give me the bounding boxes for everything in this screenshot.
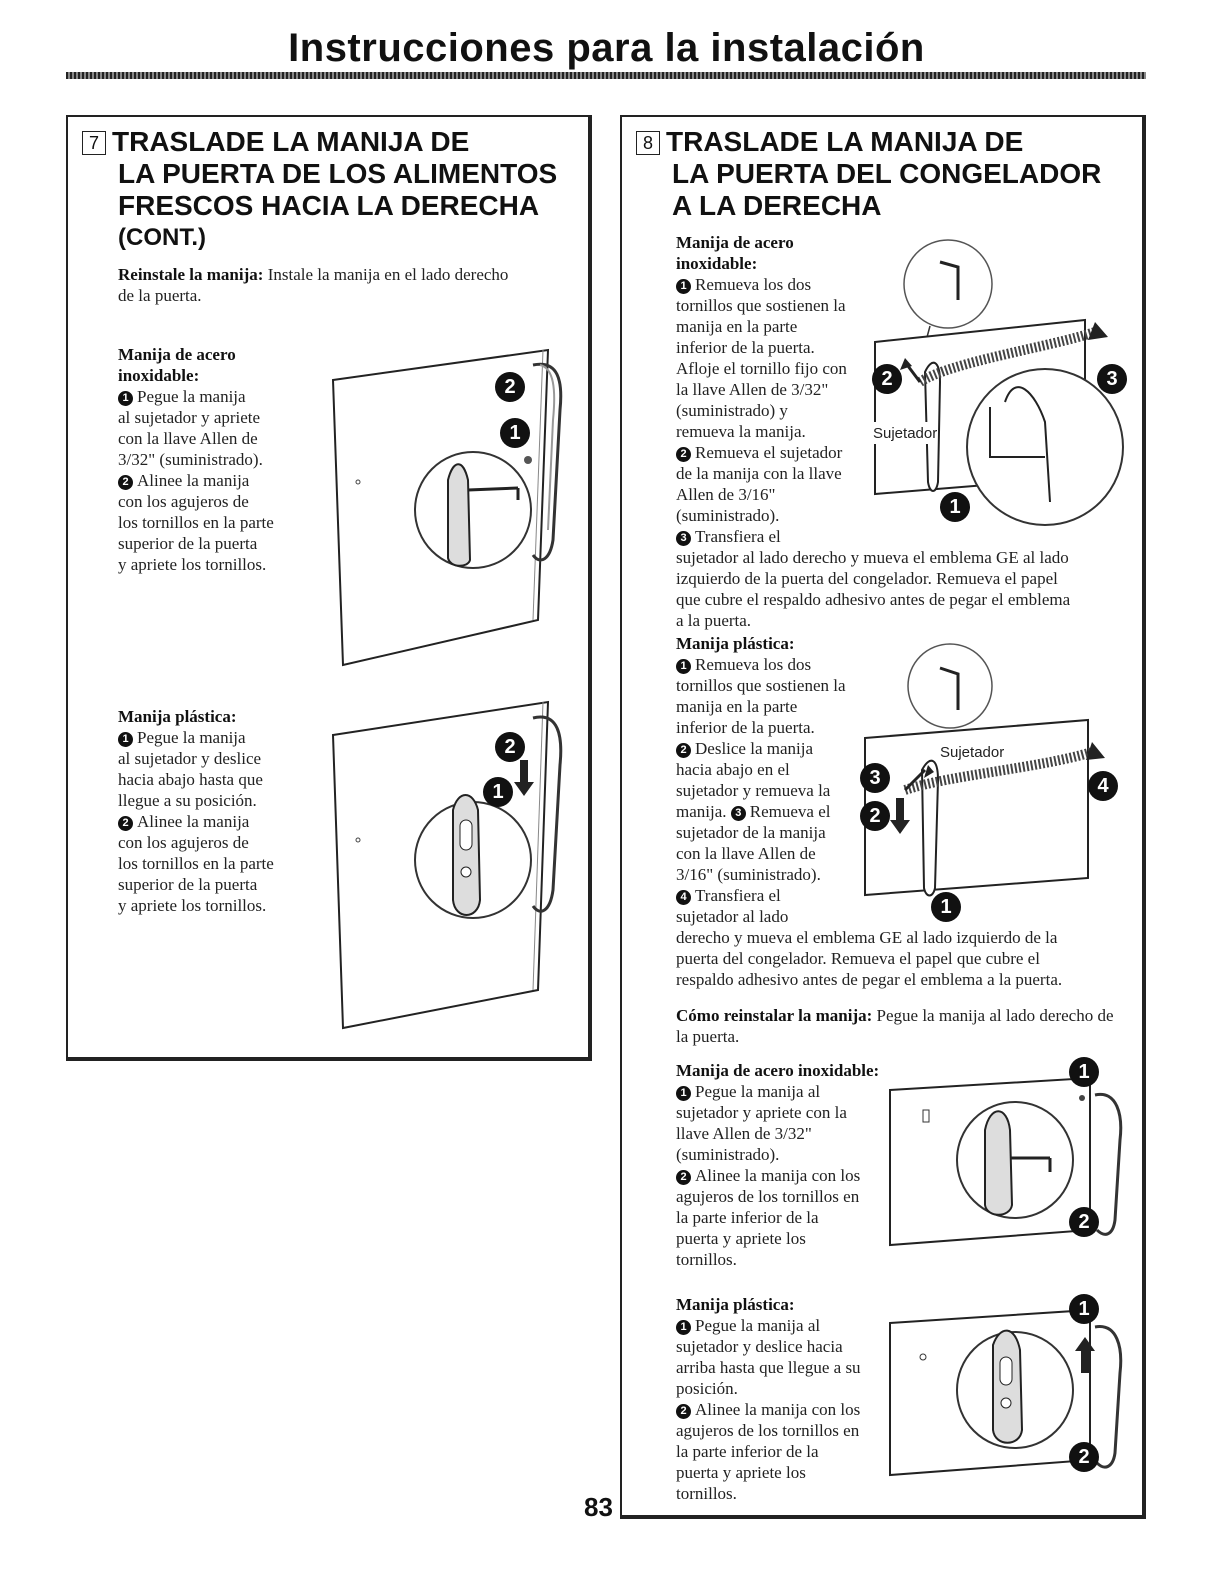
step-two-badge: 2 xyxy=(676,447,691,462)
text-line: con los agujeros de xyxy=(118,492,249,511)
text-line: Remueva los dos xyxy=(695,275,812,294)
left-intro xyxy=(118,264,528,306)
text-line: (suministrado) y xyxy=(676,401,788,420)
left-plastic-text xyxy=(118,706,328,916)
text-line: sujetador y deslice hacia xyxy=(676,1337,843,1356)
text-line: Alinee la manija xyxy=(137,812,250,831)
text-line: sujetador y apriete con la xyxy=(676,1103,847,1122)
text-line: manija. xyxy=(676,802,727,821)
text-line: Remueva el xyxy=(749,802,831,821)
text-line: sujetador y remueva la xyxy=(676,781,831,800)
left-heading xyxy=(82,126,557,254)
text-line: manija en la parte xyxy=(676,697,798,716)
text-line: hacia abajo en el xyxy=(676,760,790,779)
steel-title: Manija de acero xyxy=(676,233,794,252)
step-one-badge: 1 xyxy=(118,732,133,747)
text-line: los tornillos en la parte xyxy=(118,513,274,532)
heading-line: LA PUERTA DE LOS ALIMENTOS xyxy=(118,158,558,189)
text-line: inferior de la puerta. xyxy=(676,718,815,737)
text-line: arriba hasta que llegue a su xyxy=(676,1358,861,1377)
step-two-badge: 2 xyxy=(495,372,525,402)
step-two-badge: 2 xyxy=(118,475,133,490)
text-line: Pegue la manija xyxy=(137,728,246,747)
text-line: la parte inferior de la xyxy=(676,1208,819,1227)
text-line: sujetador al lado xyxy=(676,907,789,926)
text-line: de la manija con la llave xyxy=(676,464,842,483)
step-three-badge: 3 xyxy=(1097,364,1127,394)
step-two-badge: 2 xyxy=(676,1404,691,1419)
reinstall-bold: Cómo reinstalar la manija: xyxy=(676,1006,873,1025)
step-one-badge: 1 xyxy=(931,892,961,922)
heading-line: LA PUERTA DEL CONGELADOR xyxy=(672,158,1102,189)
text-line: Pegue la manija al xyxy=(695,1082,821,1101)
text-line: la parte inferior de la xyxy=(676,1442,819,1461)
steel-title: Manija de acero xyxy=(118,345,236,364)
text-line: Transfiera el xyxy=(695,527,781,546)
step-one-badge: 1 xyxy=(483,777,513,807)
text-line: posición. xyxy=(676,1379,738,1398)
text-line: y apriete los tornillos. xyxy=(118,896,267,915)
steel-title: Manija de acero inoxidable: xyxy=(676,1061,880,1080)
text-line: con la llave Allen de xyxy=(676,844,816,863)
text-line: Allen de 3/16" xyxy=(676,485,776,504)
text-line: llave Allen de 3/32" xyxy=(676,1124,812,1143)
text-line: derecho y mueva el emblema GE al lado izquierdo de la xyxy=(676,928,1058,947)
text-line: puerta del congelador. Remueva el papel que cubre el xyxy=(676,949,1040,968)
intro-bold: Reinstale la manija: xyxy=(118,265,264,284)
step-two-badge: 2 xyxy=(1069,1442,1099,1472)
text-line: Alinee la manija con los xyxy=(695,1166,861,1185)
text-line: tornillos. xyxy=(676,1484,737,1503)
text-line: respaldo adhesivo antes de pegar el emblema a la puerta. xyxy=(676,970,1063,989)
text-line: Remueva el sujetador xyxy=(695,443,843,462)
step-one-badge: 1 xyxy=(940,492,970,522)
step-three-badge: 3 xyxy=(676,531,691,546)
text-line: Pegue la manija al xyxy=(695,1316,821,1335)
step-two-badge: 2 xyxy=(1069,1207,1099,1237)
text-line: con la llave Allen de xyxy=(118,429,258,448)
freezer-handle-figure xyxy=(870,232,1135,547)
step-four-badge: 4 xyxy=(676,890,691,905)
text-line: superior de la puerta xyxy=(118,534,258,553)
heading-line: FRESCOS HACIA LA DERECHA xyxy=(118,190,540,221)
heading-line: A LA DERECHA xyxy=(672,190,882,221)
right-plastic-wide-text xyxy=(676,927,1126,990)
reinstall-text xyxy=(676,1005,1126,1047)
heading-line: TRASLADE LA MANIJA DE xyxy=(112,126,470,157)
intro-text: Instale la manija en el lado derecho de la puerta. xyxy=(118,265,509,305)
step-two-badge: 2 xyxy=(118,816,133,831)
text-line: la llave Allen de 3/32" xyxy=(676,380,829,399)
text-line: 3/16" (suministrado). xyxy=(676,865,821,884)
plastic-title: Manija plástica: xyxy=(118,707,237,726)
bracket-label: Sujetador xyxy=(940,744,1005,761)
text-line: superior de la puerta xyxy=(118,875,258,894)
text-line: al sujetador y deslice xyxy=(118,749,262,768)
text-line: Deslice la manija xyxy=(695,739,814,758)
text-line: los tornillos en la parte xyxy=(118,854,274,873)
text-line: remueva la manija. xyxy=(676,422,806,441)
step-one-badge: 1 xyxy=(676,279,691,294)
heading-line: TRASLADE LA MANIJA DE xyxy=(666,126,1024,157)
steel-title: inoxidable: xyxy=(676,254,758,273)
text-line: sujetador de la manija xyxy=(676,823,826,842)
text-line: Afloje el tornillo fijo con xyxy=(676,359,847,378)
text-line: agujeros de los tornillos en xyxy=(676,1421,860,1440)
plastic-handle-figure xyxy=(328,690,578,1030)
text-line: puerta y apriete los xyxy=(676,1463,806,1482)
right-heading xyxy=(636,126,1101,222)
text-line: llegue a su posición. xyxy=(118,791,257,810)
plastic-title: Manija plástica: xyxy=(676,634,795,653)
text-line: que cubre el respaldo adhesivo antes de pegar el emblema xyxy=(676,590,1071,609)
reinstall-plastic-figure xyxy=(885,1295,1135,1495)
text-line: Pegue la manija xyxy=(137,387,246,406)
page-number: 83 xyxy=(584,1492,613,1522)
step-three-badge: 3 xyxy=(860,763,890,793)
text-line: (suministrado). xyxy=(676,506,780,525)
text-line: puerta y apriete los xyxy=(676,1229,806,1248)
reinstall-steel-text xyxy=(676,1060,891,1270)
step-one-badge: 1 xyxy=(676,659,691,674)
reinstall-steel-figure xyxy=(885,1060,1135,1260)
bracket-label: Sujetador xyxy=(873,425,938,442)
steel-title: inoxidable: xyxy=(118,366,200,385)
step-one-badge: 1 xyxy=(676,1320,691,1335)
text-line: tornillos. xyxy=(676,1250,737,1269)
text-line: Remueva los dos xyxy=(695,655,812,674)
step-two-badge: 2 xyxy=(495,732,525,762)
text-line: sujetador al lado derecho y mueva el emblema GE al lado xyxy=(676,548,1069,567)
reinstall-plastic-text xyxy=(676,1294,891,1504)
text-line: tornillos que sostienen la xyxy=(676,676,846,695)
subheading: (CONT.) xyxy=(118,224,206,251)
text-line: inferior de la puerta. xyxy=(676,338,815,357)
step-two-badge: 2 xyxy=(676,743,691,758)
text-line: Transfiera el xyxy=(695,886,781,905)
reinstall-body: Pegue la manija al lado derecho de la puerta. xyxy=(676,1006,1114,1046)
text-line: agujeros de los tornillos en xyxy=(676,1187,860,1206)
step-one-badge: 1 xyxy=(1069,1057,1099,1087)
title-rule xyxy=(66,72,1146,79)
page-title: Instrucciones para la instalación xyxy=(288,26,925,70)
right-steel-wide-text xyxy=(676,547,1126,631)
text-line: Alinee la manija con los xyxy=(695,1400,861,1419)
step-two-badge: 2 xyxy=(872,364,902,394)
text-line: (suministrado). xyxy=(676,1145,780,1164)
step-number: 8 xyxy=(636,131,660,155)
text-line: y apriete los tornillos. xyxy=(118,555,267,574)
text-line: con los agujeros de xyxy=(118,833,249,852)
right-steel-text xyxy=(676,232,891,547)
door-handle-figure xyxy=(328,340,578,670)
step-one-badge: 1 xyxy=(1069,1294,1099,1324)
text-line: a la puerta. xyxy=(676,611,752,630)
plastic-title: Manija plástica: xyxy=(676,1295,795,1314)
text-line: hacia abajo hasta que xyxy=(118,770,263,789)
step-four-badge: 4 xyxy=(1088,771,1118,801)
text-line: Alinee la manija xyxy=(137,471,250,490)
text-line: izquierdo de la puerta del congelador. Remueva el papel xyxy=(676,569,1058,588)
text-line: manija en la parte xyxy=(676,317,798,336)
step-two-badge: 2 xyxy=(860,801,890,831)
text-line: 3/32" (suministrado). xyxy=(118,450,263,469)
step-one-badge: 1 xyxy=(676,1086,691,1101)
step-one-badge: 1 xyxy=(118,391,133,406)
step-one-badge: 1 xyxy=(500,418,530,448)
step-two-badge: 2 xyxy=(676,1170,691,1185)
text-line: tornillos que sostienen la xyxy=(676,296,846,315)
text-line: al sujetador y apriete xyxy=(118,408,261,427)
right-plastic-text xyxy=(676,633,876,927)
left-steel-text xyxy=(118,344,328,575)
step-three-badge: 3 xyxy=(731,806,746,821)
step-number: 7 xyxy=(82,131,106,155)
